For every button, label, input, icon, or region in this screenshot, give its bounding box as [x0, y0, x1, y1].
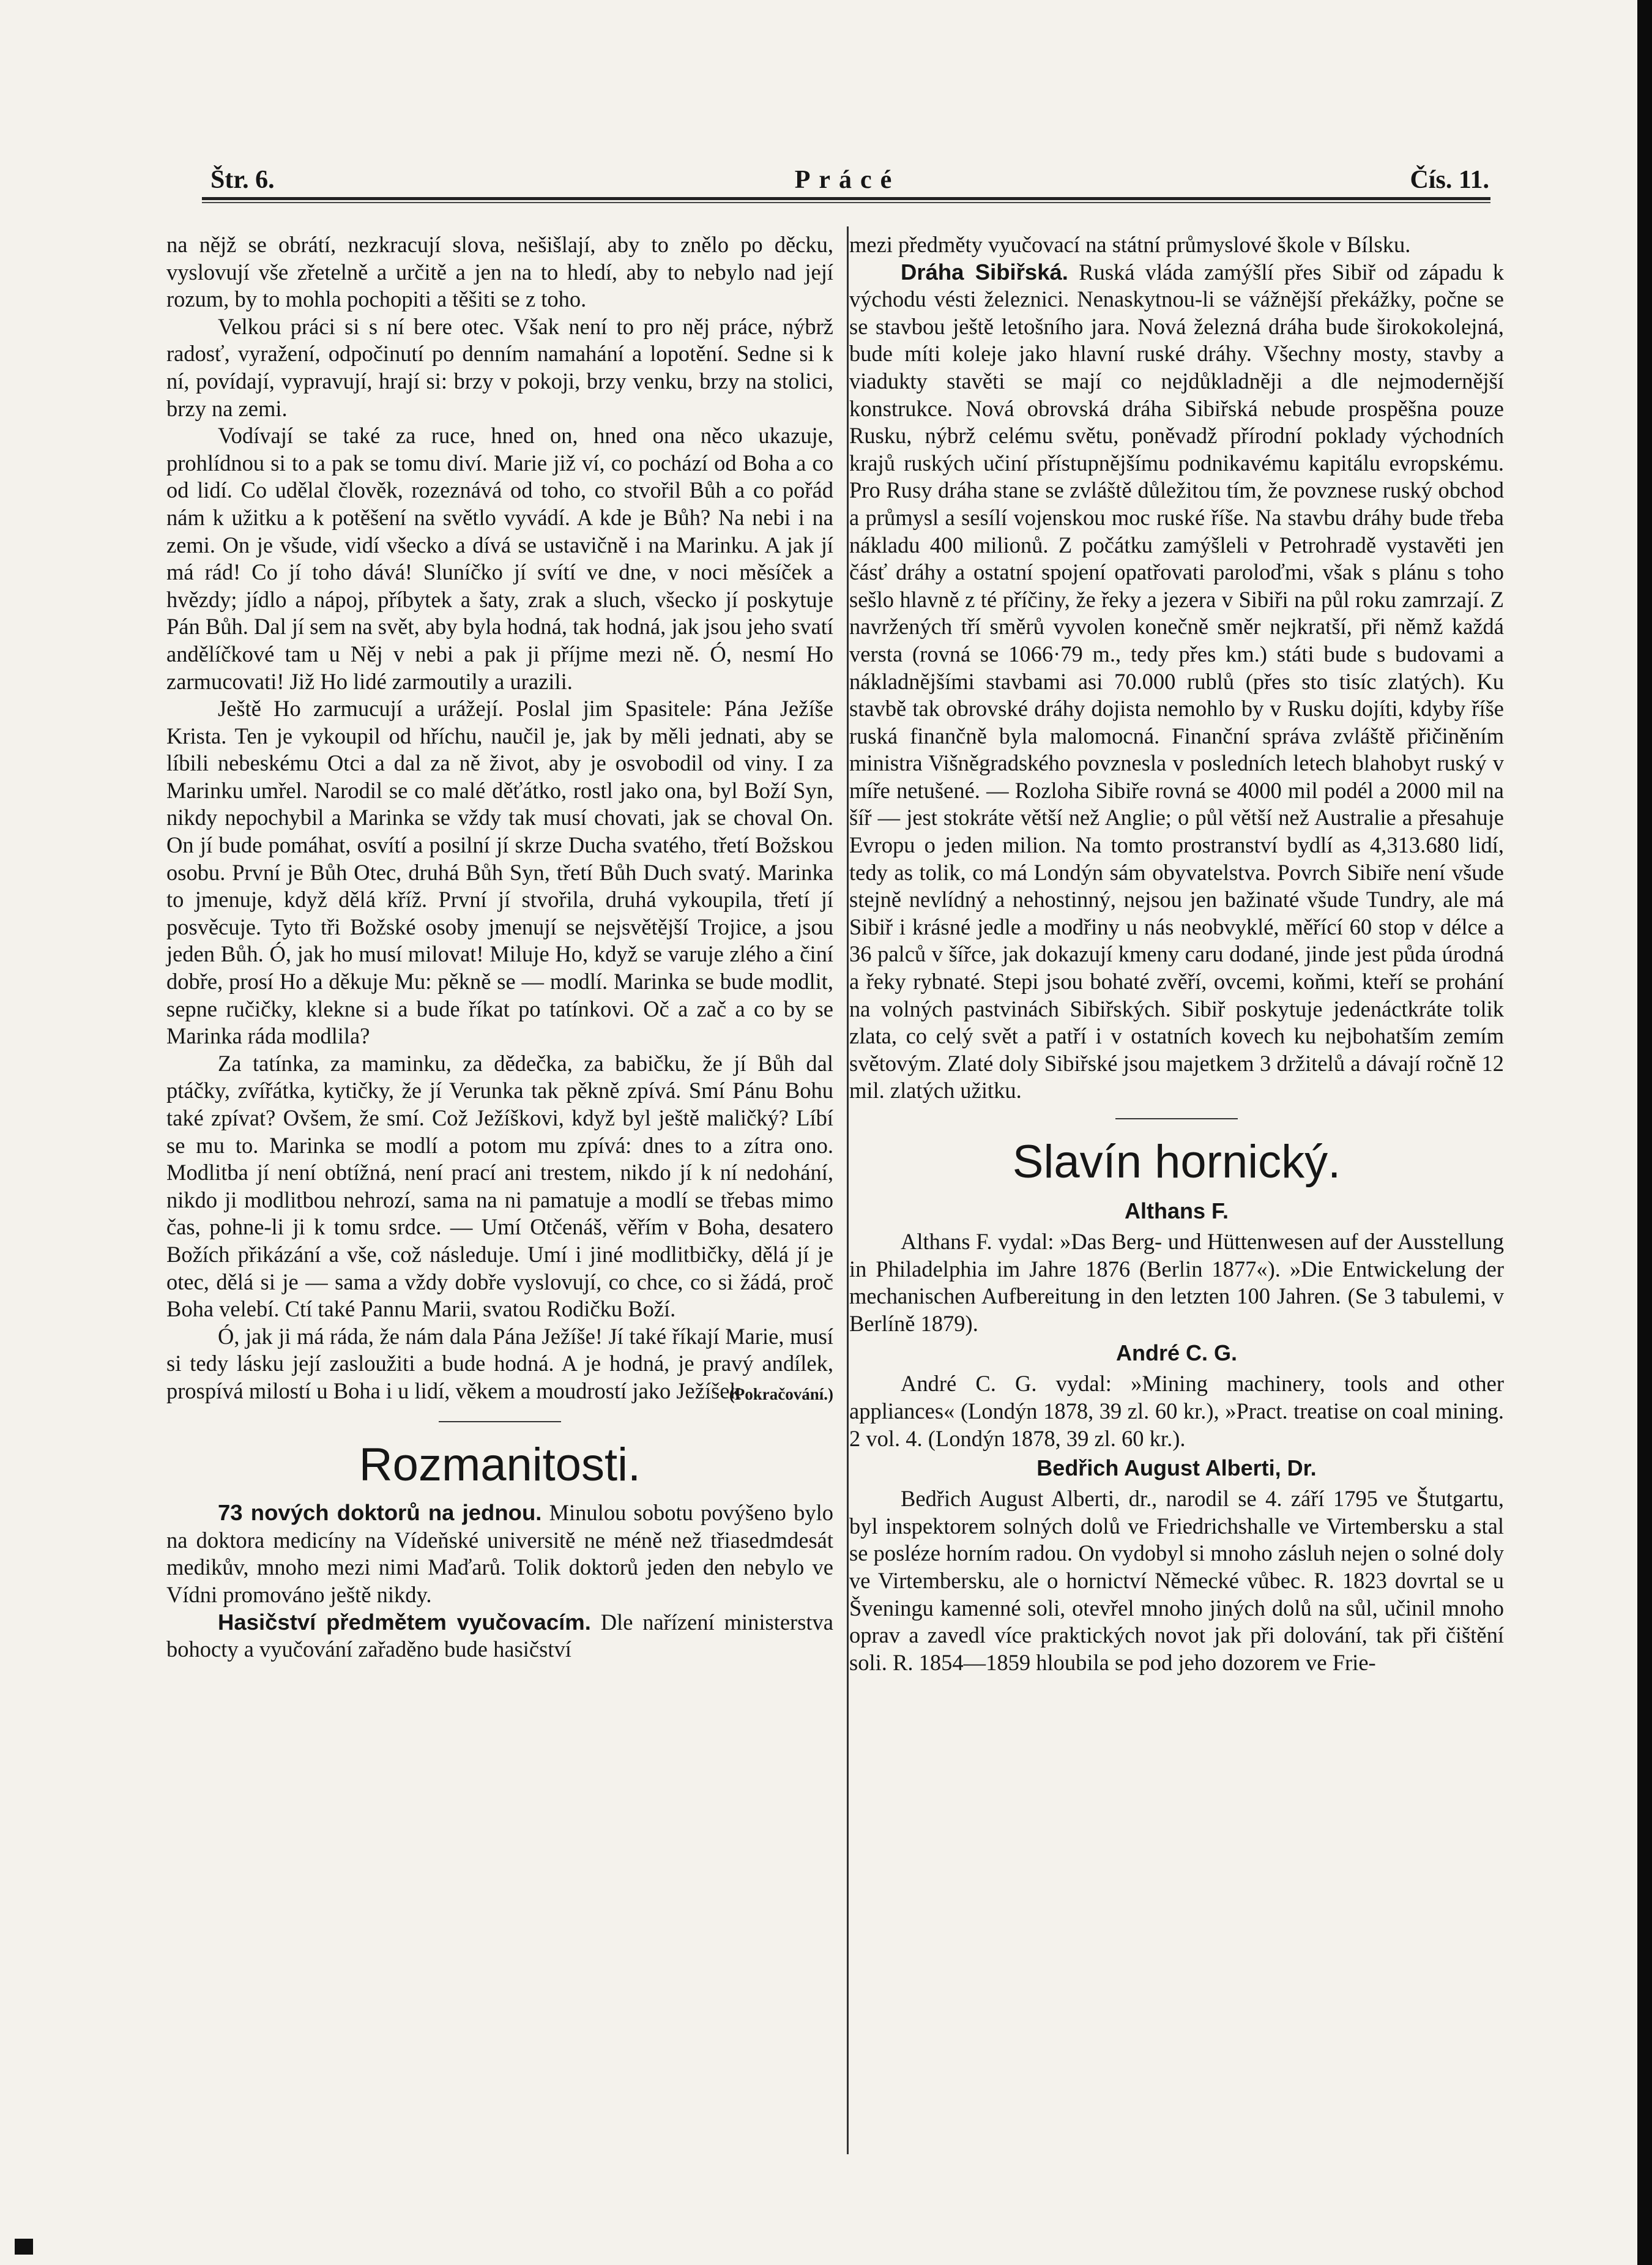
article-paragraph: Velkou práci si s ní bere otec. Však není to pro něj práce, nýbrž radosť, vyražení, odpočinutí po denním namahání a lopotění. Sedne si k ní, povídají, vypravují, hrají si: brzy v pokoji, brzy venku, brzy na stolici, brzy na zemi. — [166, 313, 833, 421]
masthead-title: Prácé — [794, 166, 901, 194]
entry-heading: Althans F. — [1124, 1198, 1229, 1223]
left-column — [166, 231, 833, 1663]
article-paragraph: Vodívají se také za ruce, hned on, hned ona něco ukazuje, prohlídnou si to a pak se tomu diví. Marie již ví, co pochází od Boha a co od lidí. Co udělal člověk, rozeznává od toho, co stvořil Bůh a co pořád nám k užitku a k potěšení na světlo vyvádí. A kde je Bůh? Na nebi i na zemi. On je všude, vidí všecko a dívá se ustavičně i na Marinku. A jak jí má rád! Co jí toho dává! Sluníčko jí svítí ve dne, v noci měsíček a hvězdy; jídlo a nápoj, příbytek a šaty, zrak a sluch, všecko jí poskytuje Pán Bůh. Dal jí sem na svět, aby byla hodná, tak hodná, jak jsou jeho svatí andělíčkové tam u Něj v nebi a pak ji příjme mezi ně. Ó, nesmí Ho zarmucovati! Již Ho lidé zarmoutily a urazili. — [166, 423, 833, 694]
page-number: Štr. 6. — [210, 166, 275, 194]
issue-number: Čís. 11. — [1410, 166, 1489, 194]
section-title-slavin: Slavín hornický. — [1012, 1136, 1341, 1188]
article-paragraph: Za tatínka, za maminku, za dědečka, za babičku, že jí Bůh dal ptáčky, zvířátka, kytičky, že jí Verunka tak pěkně zpívá. Smí Pánu Bohu také zpívat? Ovšem, že smí. Což Ježíškovi, když byl ještě maličký? Líbí se mu to. Marinka se modlí a potom mu zpívá: dnes to a zítra ono. Modlitba jí není obtížná, není prací ani trestem, nikdo jí k ní nedohání, nikdo ji modlitbou nehrozí, sama na ni pamatuje a modlí se třebas mimo čas, pohne-li ji k tomu srdce. — Umí Otčenáš, věřím v Boha, desatero Božích přikázání a vše, což následuje. Umí i jiné modlitbičky, dělá jí je otec, dělá si je — sama a vždy dobře vyslovují, co chce, co si žádá, proč Boha velebí. Ctí také Pannu Marii, svatou Rodičku Boží. — [166, 1050, 833, 1322]
news-item-text: Minulou sobotu povýšeno bylo na doktora medicíny na Vídeňské universitě ne méně než třiasedmdesát medikův, mnoho mezi nimi Maďarů. Tolik doktorů jeden den nebylo ve Vídni promováno ještě nikdy. — [166, 1500, 833, 1607]
article-paragraph: na nějž se obrátí, nezkracují slova, nešišlají, aby to znělo po děcku, vyslovují vše zřetelně a určitě a jen na to hledí, aby to nebylo nad její rozum, by to mohla pochopiti a těšiti se z toho. — [166, 232, 833, 312]
page-header — [202, 160, 1493, 197]
article-paragraph: mezi předměty vyučovací na státní průmyslové škole v Bílsku. — [849, 232, 1411, 257]
scan-edge — [1637, 0, 1652, 2265]
entry-text: Althans F. vydal: »Das Berg- und Hüttenwesen auf der Ausstellung in Philadelphia im Jahre 1876 (Berlin 1877«). »Die Entwickelung der mechanischen Aufbereitung in den letzten 100 Jahren. (Se 3 tabulemi, v Berlíně 1879). — [849, 1229, 1504, 1336]
section-divider — [439, 1421, 561, 1422]
entry-text: André C. G. vydal: »Mining machinery, tools and other appliances« (Londýn 1878, 39 zl. 60 kr.), »Pract. treatise on coal mining. 2 vol. 4. (Londýn 1878, 39 zl. 60 kr.). — [849, 1371, 1504, 1451]
article-paragraph: Ještě Ho zarmucují a urážejí. Poslal jim Spasitele: Pána Ježíše Krista. Ten je vykoupil od hříchu, naučil je, jak by měli jednati, aby se líbili nebeskému Otci a dal za ně život, aby je osvobodil od viny. I za Marinku umřel. Narodil se co malé děťátko, rostl jako ona, byl Boží Syn, nikdy nepochybil a Marinka se vždy tak musí chovati, jak se choval On. On jí bude pomáhat, osvítí a posilní jí skrze Ducha svatého, třetí Božskou osobu. První je Bůh Otec, druhá Bůh Syn, třetí Bůh Duch svatý. Marinka to jmenuje, když dělá kříž. První jí stvořila, druhá vykoupila, třetí jí posvěcuje. Tyto tři Božské osoby jmenují se nejsvětější Trojice, a jsou jeden Bůh. Ó, jak ho musí milovat! Miluje Ho, když se varuje zlého a činí dobře, prosí Ho a děkuje Mu: pěkně se — modlí. Marinka se bude modlit, sepne ručičky, klekne si a bude říkat po tatínkovi. Oč a zač a co by se Marinka ráda modlila? — [166, 696, 833, 1049]
header-rule — [202, 197, 1490, 203]
entry-heading: Bedřich August Alberti, Dr. — [1036, 1455, 1317, 1481]
news-item — [849, 259, 1504, 1105]
scan-corner-mark — [15, 2239, 33, 2255]
news-item-heading: 73 nových doktorů na jednou. — [218, 1500, 542, 1526]
column-divider — [847, 226, 849, 2154]
news-item-text: Ruská vláda zamýšlí přes Sibiř od západu k východu vésti železnici. Nenaskytnou-li se vážnější překážky, počne se se stavbou ještě letošního jara. Nová železná dráha bude širokokolejná, bude míti koleje jako hlavní ruské dráhy. Všechny mosty, stavby a viadukty stavěti se mají co nejdůkladněji a dle nejmodernější konstrukce. Nová obrovská dráha Sibiřská nebude prospěšna pouze Rusku, nýbrž celému světu, poněvadž přírodní poklady východních krajů ruských učiní přístupnějšímu podnikavému kapitálu evropskému. Pro Rusy dráha stane se zvláště důležitou tím, že povznese ruský obchod a průmysl a sesílí vojenskou moc ruské říše. Na stavbu dráhy bude třeba nákladu 400 milionů. Z počátku zamýšleli v Petrohradě vystavěti jen čásť dráhy a ostatní spojení opatřovati paroloďmi, však s plánu s toho sešlo hlavně z té příčiny, že řeky a jezera v Sibiři na půl roku zamrzají. Z navržených tří směrů vyvolen konečně směr nejkratší, při němž každá versta (rovná se 1066·79 m., tedy přes km.) státi bude s budovami a nákladnějšími stavbami asi 70.000 rublů (přes sto tisíc zlatých). Ku stavbě tak obrovské dráhy dojista nemohlo by v Rusku dojíti, kdyby říše ruská finančně byla malomocná. Finanční správa zvláště přičiněním ministra Višněgradského povznesla v posledních letech blahobyt ruský v míře netušené. — Rozloha Sibiře rovná se 4000 mil podél a 2000 mil na šíř — jest stokráte větší než Anglie; o půl větší než Australie a přesahuje Evropu o jeden milion. Na tomto prostranství bydlí as 4,313.680 lidí, tedy as tolik, co má Londýn sám obyvatelstva. Povrch Sibiře není všude stejně nevlídný a nehostinný, nejsou jen bažinaté všude Tundry, ale má Sibiř i krásné jedle a modřiny u nás neobvyklé, měřící 60 stop v délce a 36 palců v šířce, jak dokazují kmeny caru dodané, jinde jest půda úrodná a řeky rybnaté. Stepi jsou bohaté zvěří, ovcemi, koňmi, kteří se prohání na volných pastvinách Sibiřských. Sibiř poskytuje jedenáctkráte tolik zlata, co celý svět a patří i v ostatních kovech ku nejbohatším zemím světovým. Zlaté doly Sibiřské jsou majetkem 3 držitelů a dávají ročně 12 mil. zlatých užitku. — [849, 259, 1505, 1103]
news-item-heading: Hasičství předmětem vyučovacím. — [218, 1609, 591, 1635]
entry-text: Bedřich August Alberti, dr., narodil se 4. září 1795 ve Štutgartu, byl inspektorem solných dolů ve Friedrichshalle ve Virtembersku a stal se posléze horním radou. On vydobyl si mnoho zásluh nejen o solné doly ve Virtembersku, ale o hornictví Německé vůbec. R. 1823 dovrtal se u Šveningu kamenné soli, otevřel mnoho jiných dolů na sůl, učinil mnoho oprav a zavedl více praktických novot jak při dolování, tak při čištění soli. R. 1854—1859 hloubila se pod jeho dozorem ve Frie- — [849, 1486, 1504, 1675]
news-item-heading: Dráha Sibiřská. — [901, 259, 1068, 285]
news-item — [166, 1499, 833, 1608]
entry-heading: André C. G. — [1115, 1340, 1238, 1366]
continued-label: (Pokračování.) — [729, 1384, 833, 1403]
section-divider — [1115, 1118, 1238, 1119]
article-paragraph: Ó, jak ji má ráda, že nám dala Pána Ježíše! Jí také říkají Marie, musí si tedy lásku její zasloužiti a bude hodná. A je hodná, je pravý andílek, prospívá milostí u Boha i u lidí, věkem a moudrostí jako Ježíšek — [166, 1323, 833, 1403]
news-item — [166, 1609, 833, 1663]
right-column — [849, 231, 1504, 1676]
section-title-rozmanitosti: Rozmanitosti. — [359, 1439, 641, 1491]
news-item-text: Dle nařízení ministerstva bohocty a vyučování zařaděno bude hasičství — [166, 1609, 833, 1662]
